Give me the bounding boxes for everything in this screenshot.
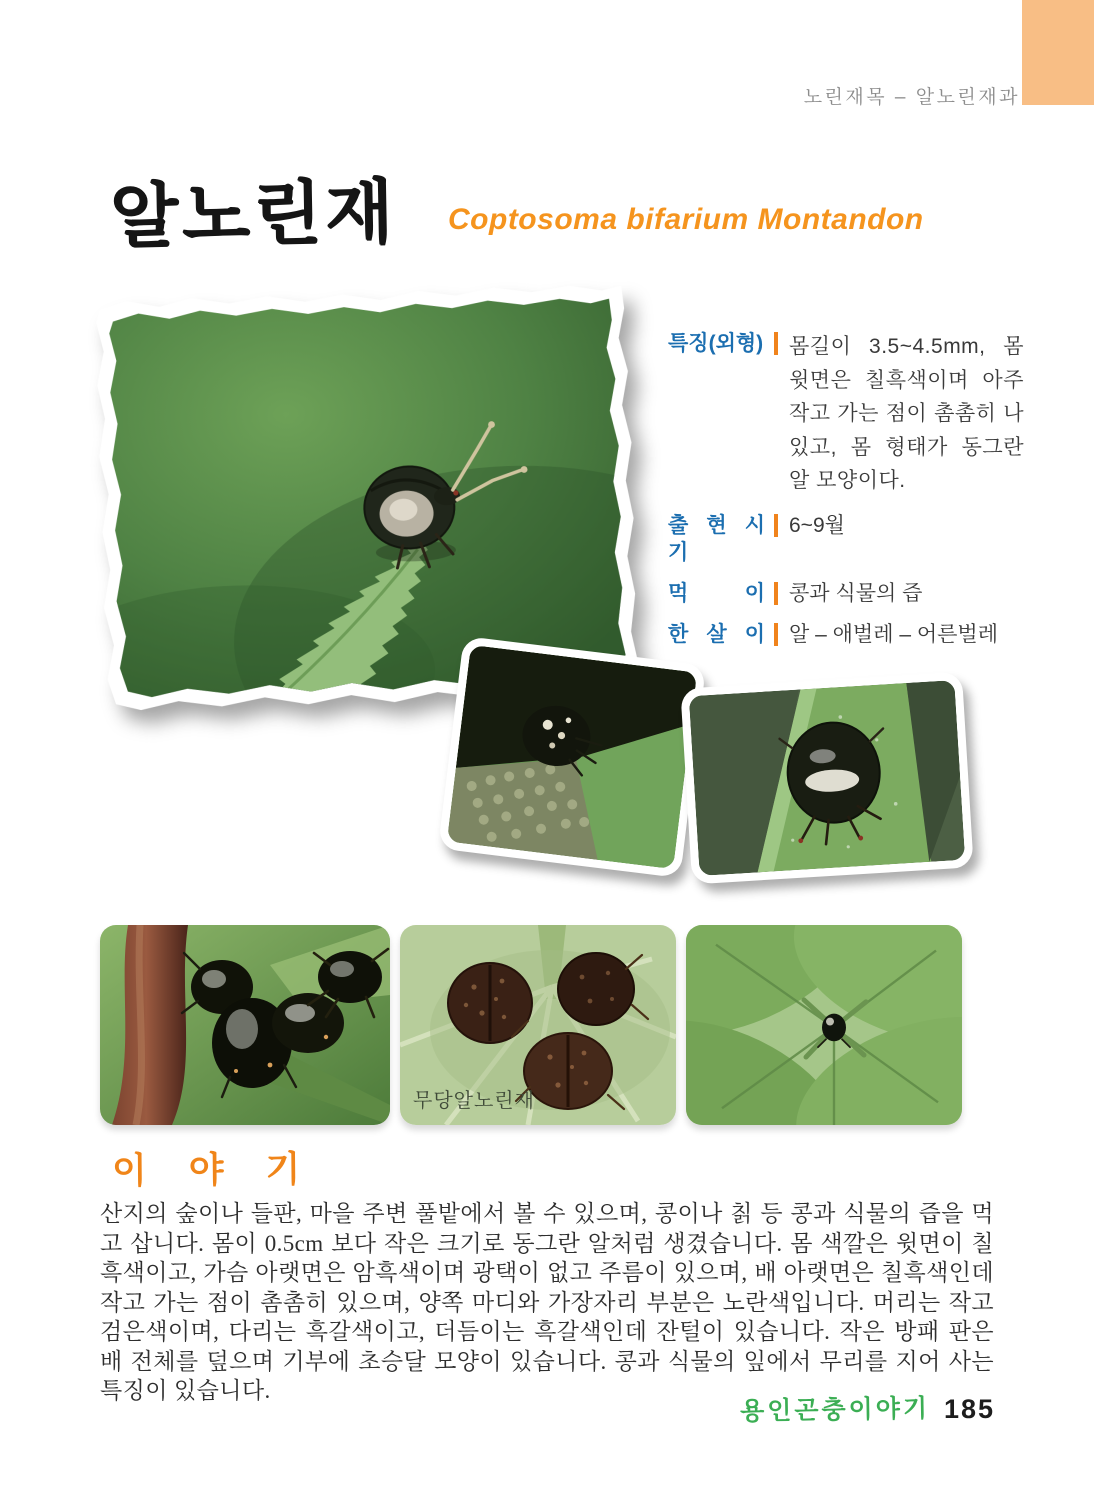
footer (740, 1390, 995, 1426)
info-row-lifecycle (668, 621, 1024, 648)
page-number: 185 (943, 1394, 995, 1424)
info-row-features (668, 330, 1024, 498)
main-photo-image (102, 292, 629, 704)
photo-beetle-at-leaf-junction (686, 925, 962, 1125)
info-label-features: 특징(외형) (668, 332, 764, 355)
photo-caption: 무당알노린재 (413, 1090, 535, 1112)
info-row-food (668, 580, 1024, 607)
info-value-features: 몸길이 3.5~4.5mm, 몸 윗면은 칠흑색이며 아주 작고 가는 점이 촘촘히 나 있고, 몸 형태가 동그란 알 모양이다. (789, 335, 1024, 492)
beetle-cluster-illustration (100, 925, 390, 1125)
photo-beetle-on-leaf-blade (680, 672, 973, 885)
info-panel (668, 330, 1024, 648)
story-paragraph: 산지의 숲이나 들판, 마을 주변 풀밭에서 볼 수 있으며, 콩이나 칡 등 콩과 식물의 즙을 먹고 삽니다. 몸이 0.5cm 보다 작은 크기로 동그란 알처럼 생겼습니다. 몸 색깔은 윗면이 칠흑색이고, 가슴 아랫면은 암흑색이며 광택이 없고 주름이 있으며, 배 아랫면은 칠흑색인데 작고 가는 점이 촘촘히 있으며, 양쪽 마디와 가장자리 부분은 노란색입니다. 머리는 작고 검은색이며, 다리는 흑갈색이고, 더듬이는 흑갈색인데 잔털이 있습니다. 작은 방패 판은 배 전체를 덮으며 기부에 초승달 모양이 있습니다. 콩과 식물의 잎에서 무리를 지어 사는 특징이 있습니다. (100, 1201, 994, 1403)
black-beetle-leaf-illustration (689, 680, 965, 876)
beetle-egg-mass-illustration (447, 645, 697, 869)
corner-tab (1022, 0, 1094, 105)
separator-bar (774, 514, 778, 537)
photo-mudang-beetles (400, 925, 676, 1125)
info-label-food: 먹 이 (668, 581, 765, 605)
separator-bar (774, 623, 778, 646)
separator-bar (774, 582, 778, 605)
scientific-name: Coptosoma bifarium Montandon (448, 203, 924, 236)
photo-beetle-cluster-on-stem (100, 925, 390, 1125)
leaf-junction-illustration (686, 925, 962, 1125)
info-label-lifecycle: 한 살 이 (668, 622, 765, 646)
info-value-lifecycle: 알 – 애벌레 – 어른벌레 (789, 622, 998, 646)
info-label-season: 출 현 시 기 (668, 513, 765, 564)
book-logo: 용인곤충이야기 (739, 1394, 931, 1426)
photo-beetle-on-egg-mass (438, 636, 706, 878)
info-value-season: 6~9월 (789, 513, 845, 537)
page-title: 알노린재 (109, 172, 398, 256)
story-heading: 이 야 기 (111, 1148, 317, 1191)
info-value-food: 콩과 식물의 즙 (789, 581, 923, 605)
breadcrumb: 노린재목 – 알노린재과 (803, 87, 1020, 108)
info-row-season (668, 512, 1024, 566)
separator-bar (774, 332, 778, 355)
beetle-on-leaf-tip-illustration (102, 292, 629, 704)
